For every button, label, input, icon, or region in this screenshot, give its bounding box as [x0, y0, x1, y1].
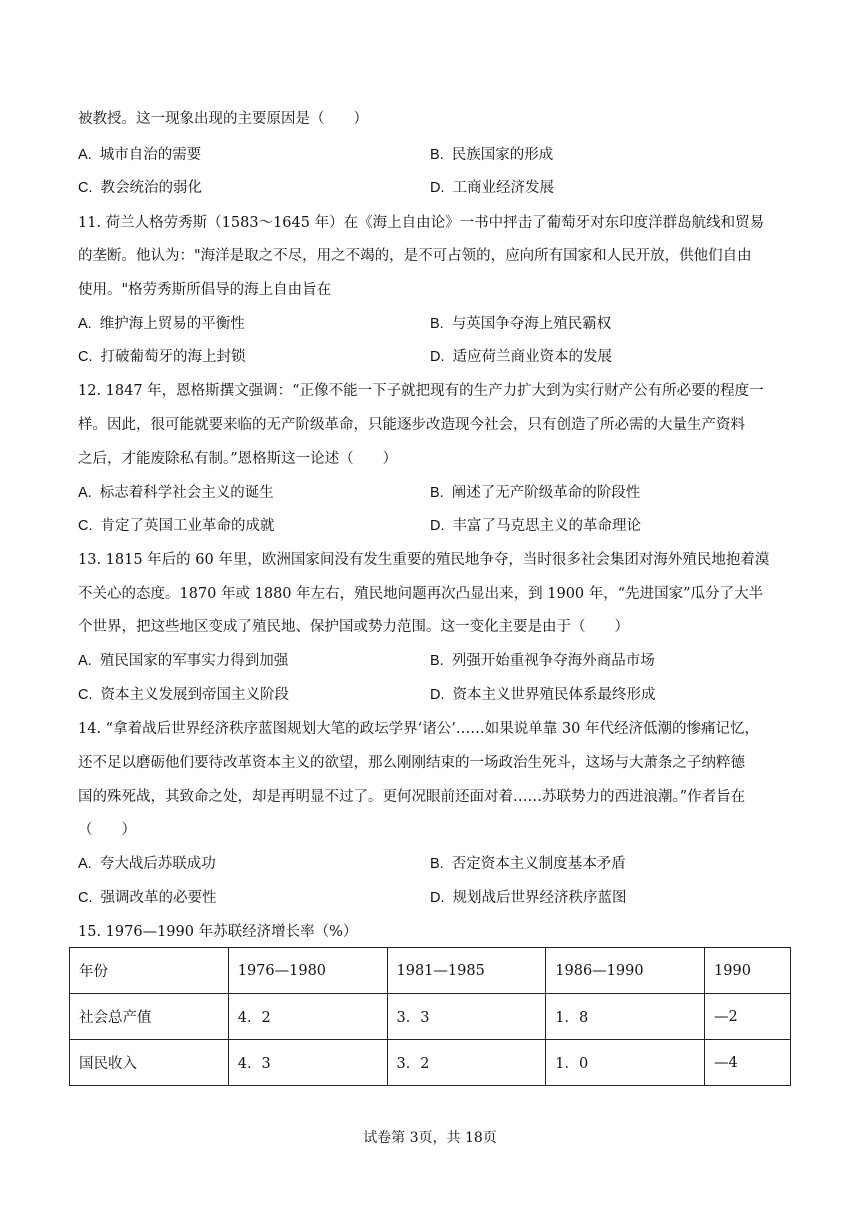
option-letter: A.	[78, 316, 92, 332]
question-12-stem-line-3: 之后，才能废除私有制。”恩格斯这一论述（ ）	[78, 451, 398, 467]
table-cell: 3．3	[387, 994, 546, 1040]
q14-option-a[interactable]	[78, 854, 216, 874]
option-text: 资本主义世界殖民体系最终形成	[452, 687, 656, 703]
q10-option-c[interactable]	[78, 178, 202, 198]
q14-option-b[interactable]	[430, 854, 626, 874]
table-cell: 1．0	[546, 1040, 705, 1086]
question-13-stem-line-1: 13. 1815 年后的 60 年里，欧洲国家间没有发生重要的殖民地争夺，当时很多社会集团对海外殖民地抱着漠	[78, 552, 770, 568]
option-text: 民族国家的形成	[451, 147, 554, 163]
option-text: 强调改革的必要性	[100, 890, 217, 906]
option-text: 工商业经济发展	[452, 180, 554, 196]
option-letter: D.	[430, 518, 445, 534]
q11-option-a[interactable]	[78, 314, 245, 334]
option-text: 打破葡萄牙的海上封锁	[100, 349, 246, 365]
option-text: 维护海上贸易的平衡性	[99, 316, 245, 332]
table-row	[70, 1040, 791, 1086]
q11-option-d[interactable]	[430, 347, 612, 367]
option-text: 列强开始重视争夺海外商品市场	[451, 653, 655, 669]
option-text: 标志着科学社会主义的诞生	[99, 485, 274, 501]
option-text: 与英国争夺海上殖民霸权	[451, 316, 612, 332]
option-text: 城市自治的需要	[99, 147, 202, 163]
option-letter: A.	[78, 653, 92, 669]
option-letter: C.	[78, 349, 93, 365]
table-header-row	[70, 948, 791, 994]
table-header-cell: 年份	[70, 948, 229, 994]
q10-option-b[interactable]	[430, 145, 553, 165]
question-14-stem-line-3: 国的殊死战，其致命之处，却是再明显不过了。更何况眼前还面对着……苏联势力的西进浪潮。”作者旨在	[78, 789, 746, 805]
option-letter: B.	[430, 653, 444, 669]
option-text: 教会统治的弱化	[100, 180, 202, 196]
question-11-stem-line-3: 使用。"格劳秀斯所倡导的海上自由旨在	[78, 282, 332, 298]
q12-option-b[interactable]	[430, 483, 640, 503]
table-header-cell: 1990	[705, 948, 791, 994]
table-cell: 4．3	[228, 1040, 387, 1086]
option-letter: D.	[430, 687, 445, 703]
q13-option-b[interactable]	[430, 651, 655, 671]
table-cell: 4．2	[228, 994, 387, 1040]
table-cell: —2	[705, 994, 791, 1040]
question-12-stem-line-2: 样。因此，很可能就要来临的无产阶级革命，只能逐步改造现今社会，只有创造了所必需的大量生产资料	[78, 417, 745, 433]
option-letter: D.	[430, 349, 445, 365]
q14-option-c[interactable]	[78, 888, 217, 908]
table-header-cell: 1976—1980	[228, 948, 387, 994]
q10-option-a[interactable]	[78, 145, 201, 165]
q13-option-a[interactable]	[78, 651, 288, 671]
economic-growth-table	[69, 947, 791, 1086]
option-letter: C.	[78, 687, 93, 703]
table-header-cell: 1981—1985	[387, 948, 546, 994]
option-letter: C.	[78, 180, 93, 196]
option-letter: A.	[78, 485, 92, 501]
question-14-stem-line-4: （ ）	[78, 822, 136, 838]
question-14-stem-line-2: 还不足以磨砺他们要待改革资本主义的欲望，那么刚刚结束的一场政治生死斗，这场与大萧条之子纳粹德	[78, 755, 745, 771]
table-cell: 1．8	[546, 994, 705, 1040]
option-text: 规划战后世界经济秩序蓝图	[452, 890, 627, 906]
option-letter: A.	[78, 856, 92, 872]
q10-option-d[interactable]	[430, 178, 554, 198]
option-text: 夸大战后苏联成功	[99, 856, 216, 872]
table-cell: —4	[705, 1040, 791, 1086]
table-row-label: 社会总产值	[70, 994, 229, 1040]
question-15-title: 15. 1976—1990 年苏联经济增长率（%）	[78, 924, 358, 940]
option-text: 资本主义发展到帝国主义阶段	[100, 687, 289, 703]
question-11-stem-line-2: 的垄断。他认为："海洋是取之不尽，用之不竭的，是不可占领的，应向所有国家和人民开放，供他们自由	[78, 248, 752, 264]
question-14-stem-line-1: 14. “拿着战后世界经济秩序蓝图规划大笔的政坛学界‘诸公’……如果说单靠 30 年代经济低潮的惨痛记忆，	[78, 721, 759, 737]
question-10-stem-tail: 被教授。这一现象出现的主要原因是（ ）	[78, 111, 368, 127]
q13-option-c[interactable]	[78, 685, 289, 705]
option-letter: C.	[78, 518, 93, 534]
q11-option-b[interactable]	[430, 314, 611, 334]
q12-option-d[interactable]	[430, 516, 641, 536]
table-cell: 3．2	[387, 1040, 546, 1086]
q12-option-c[interactable]	[78, 516, 275, 536]
q14-option-d[interactable]	[430, 888, 627, 908]
option-text: 阐述了无产阶级革命的阶段性	[451, 485, 641, 501]
option-letter: D.	[430, 890, 445, 906]
question-13-stem-line-3: 个世界，把这些地区变成了殖民地、保护国或势力范围。这一变化主要是由于（ ）	[78, 619, 629, 635]
option-text: 肯定了英国工业革命的成就	[100, 518, 275, 534]
table-header-cell: 1986—1990	[546, 948, 705, 994]
option-letter: D.	[430, 180, 445, 196]
q12-option-a[interactable]	[78, 483, 274, 503]
option-text: 殖民国家的军事实力得到加强	[99, 653, 289, 669]
table-row	[70, 994, 791, 1040]
option-letter: B.	[430, 485, 444, 501]
q11-option-c[interactable]	[78, 347, 246, 367]
option-letter: A.	[78, 147, 92, 163]
option-text: 丰富了马克思主义的革命理论	[452, 518, 641, 534]
page-footer: 试卷第 3页，共 18页	[363, 1130, 497, 1146]
q13-option-d[interactable]	[430, 685, 656, 705]
option-letter: B.	[430, 856, 444, 872]
question-12-stem-line-1: 12. 1847 年，恩格斯撰文强调：“正像不能一下子就把现有的生产力扩大到为实行财产公有所必要的程度一	[78, 383, 764, 399]
option-letter: B.	[430, 316, 444, 332]
option-letter: B.	[430, 147, 444, 163]
option-text: 适应荷兰商业资本的发展	[452, 349, 612, 365]
option-text: 否定资本主义制度基本矛盾	[451, 856, 626, 872]
option-letter: C.	[78, 890, 93, 906]
question-13-stem-line-2: 不关心的态度。1870 年或 1880 年左右，殖民地问题再次凸显出来，到 1900 年，“先进国家”瓜分了大半	[78, 586, 764, 602]
question-11-stem-line-1: 11. 荷兰人格劳秀斯（1583～1645 年）在《海上自由论》一书中抨击了葡萄牙对东印度洋群岛航线和贸易	[78, 215, 765, 231]
table-row-label: 国民收入	[70, 1040, 229, 1086]
